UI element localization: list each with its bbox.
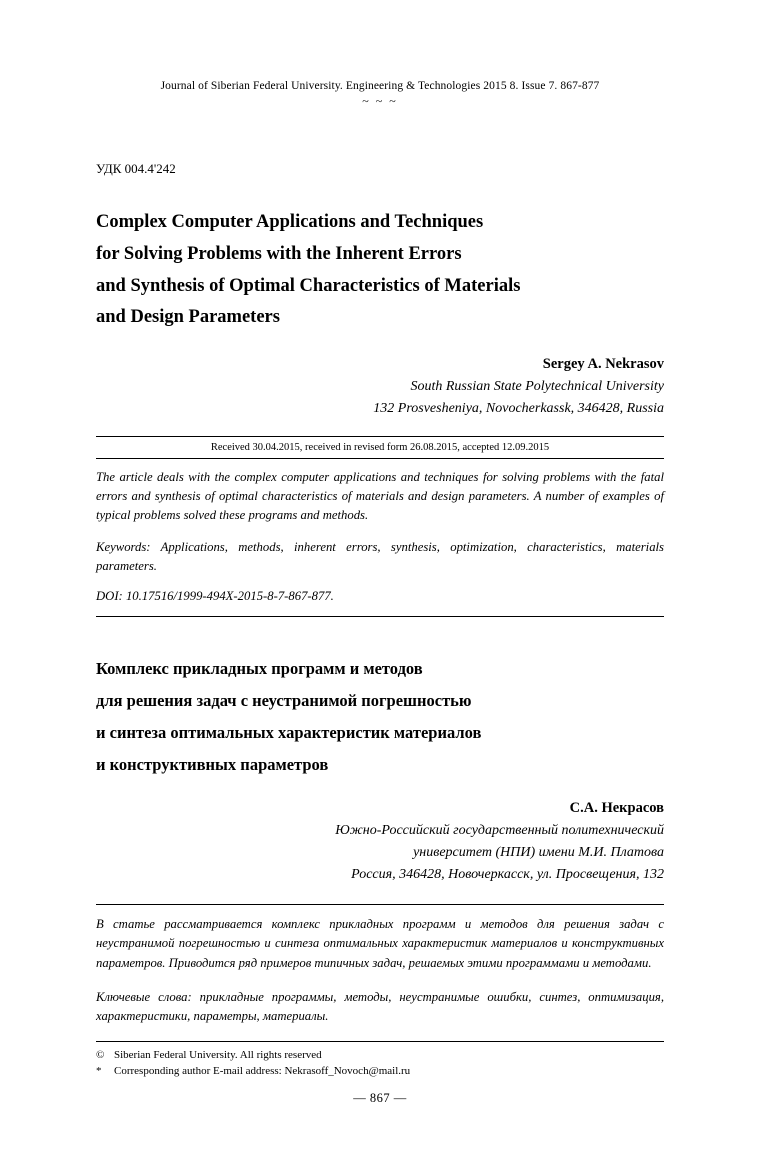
english-title-line-1: Complex Computer Applications and Techniques xyxy=(96,212,484,232)
copyright-text: Siberian Federal University. All rights reserved xyxy=(114,1049,322,1062)
divider-below-doi xyxy=(96,616,664,617)
doi: DOI: 10.17516/1999-494X-2015-8-7-867-877. xyxy=(96,588,334,603)
ornament-divider: ~ ~ ~ xyxy=(362,94,398,108)
footnotes xyxy=(96,1048,664,1080)
english-title-line-4: and Design Parameters xyxy=(96,307,280,328)
russian-title-line-4: и конструктивных параметров xyxy=(96,755,329,775)
journal-running-head: Journal of Siberian Federal University. Engineering & Technologies 2015 8. Issue 7. 867-877 xyxy=(160,80,600,92)
russian-title-line-1: Комплекс прикладных программ и методов xyxy=(96,658,423,678)
copyright-icon: © xyxy=(96,1049,105,1062)
divider-below-received xyxy=(96,458,664,459)
english-affiliation-line-1: South Russian State Polytechnical University xyxy=(410,379,664,395)
russian-keywords: Ключевые слова: прикладные программы, методы, неустранимые ошибки, синтез, оптимизация, характеристики, параметры, материалы. xyxy=(96,989,664,1024)
english-affiliation-line-2: 132 Prosvesheniya, Novocherkassk, 346428, Russia xyxy=(373,400,664,416)
divider-above-footnotes xyxy=(96,1041,664,1042)
udk-code: УДК 004.4'242 xyxy=(96,161,176,176)
russian-title-line-2: для решения задач с неустранимой погрешностью xyxy=(96,691,472,711)
russian-title-line-3: и синтеза оптимальных характеристик материалов xyxy=(96,723,482,743)
english-affiliation xyxy=(96,376,664,419)
article-page xyxy=(0,80,760,1160)
english-title xyxy=(96,207,664,334)
asterisk-icon: * xyxy=(96,1065,102,1078)
russian-title xyxy=(96,653,664,782)
received-dates: Received 30.04.2015, received in revised form 26.08.2015, accepted 12.09.2015 xyxy=(210,441,550,453)
russian-affiliation-line-1: Южно-Российский государственный политехнический xyxy=(335,822,664,838)
english-author: Sergey A. Nekrasov xyxy=(542,356,664,373)
footnote-corresponding-author xyxy=(96,1064,664,1080)
russian-author: С.А. Некрасов xyxy=(569,799,664,816)
page-number: — 867 — xyxy=(353,1091,407,1105)
corresponding-author-email[interactable]: Corresponding author E-mail address: Nekrasoff_Novoch@mail.ru xyxy=(114,1065,411,1078)
english-keywords: Keywords: Applications, methods, inherent errors, synthesis, optimization, characteristics, materials parameters. xyxy=(96,539,664,573)
russian-affiliation-line-2: университет (НПИ) имени М.И. Платова xyxy=(413,844,664,860)
russian-affiliation-line-3: Россия, 346428, Новочеркасск, ул. Просвещения, 132 xyxy=(351,867,664,883)
divider-above-russian-abstract xyxy=(96,904,664,905)
footnote-copyright xyxy=(96,1048,664,1064)
english-title-line-3: and Synthesis of Optimal Characteristics of Materials xyxy=(96,275,521,296)
russian-affiliation xyxy=(96,820,664,887)
english-title-line-2: for Solving Problems with the Inherent Errors xyxy=(96,243,462,264)
russian-abstract: В статье рассматривается комплекс прикладных программ и методов для решения задач с неустранимой погрешностью и синтеза оптимальных характеристик материалов и конструктивных параметров. Приводится ряд примеров типичных задач, решаемых этими программами и методами. xyxy=(96,916,664,971)
english-abstract: The article deals with the complex computer applications and techniques for solving problems with the fatal errors and synthesis of optimal characteristics of materials and design parameters. A number of examples of typical problems solved these programs and methods. xyxy=(96,469,664,522)
